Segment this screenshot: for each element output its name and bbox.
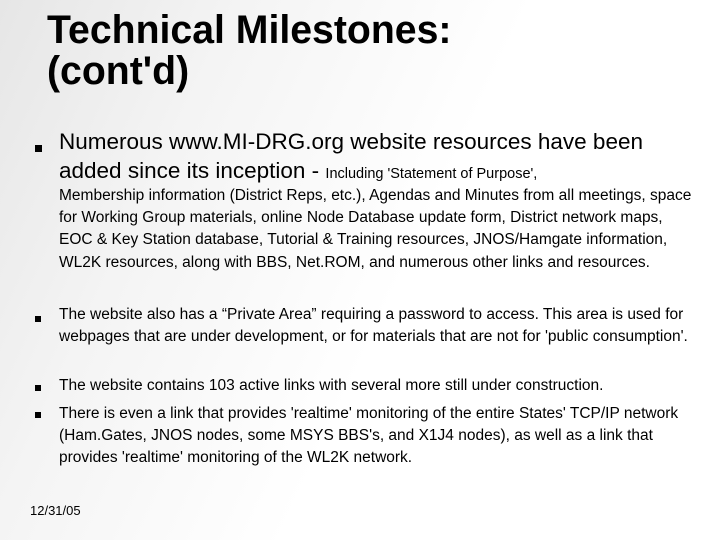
bullet-1-small: Including 'Statement of Purpose', [325,166,538,182]
slide-title [47,10,684,92]
bullet-marker-icon [35,385,41,391]
bullet-2-text: The website also has a “Private Area” requiring a password to access. This area is used for webpages that are under development, or for materials that are not for 'public consumption'. [59,306,688,345]
bullet-3-text: The website contains 103 active links with several more still under construction. [59,377,604,394]
bullet-1-continuation: Membership information (District Reps, etc.), Agendas and Minutes from all meetings, space for Working Group materials, online Node Database update form, District network maps, EOC & Key Station database, Tutorial & Training resources, JNOS/Hamgate information, WL2K resources, along with BBS, Net.ROM, and numerous other links and resources. [59,187,692,271]
title-line-1: Technical Milestones: [47,8,452,52]
bullet-4-text: There is even a link that provides 'realtime' monitoring of the entire States' TCP/IP network (Ham.Gates, JNOS nodes, some MSYS BBS's, and X1J4 nodes), as well as a link that provides 'realtime' monitoring of the WL2K network. [59,405,679,466]
bullet-marker-icon [35,412,41,418]
bullet-marker-icon [35,145,42,152]
bullet-1-text [59,127,699,189]
title-line-2: (cont'd) [47,49,190,93]
footer-date: 12/31/05 [30,503,81,518]
bullet-marker-icon [35,316,41,322]
bullet-1-lead: Numerous www.MI-DRG.org website resources have been added since its inception - [59,129,643,183]
